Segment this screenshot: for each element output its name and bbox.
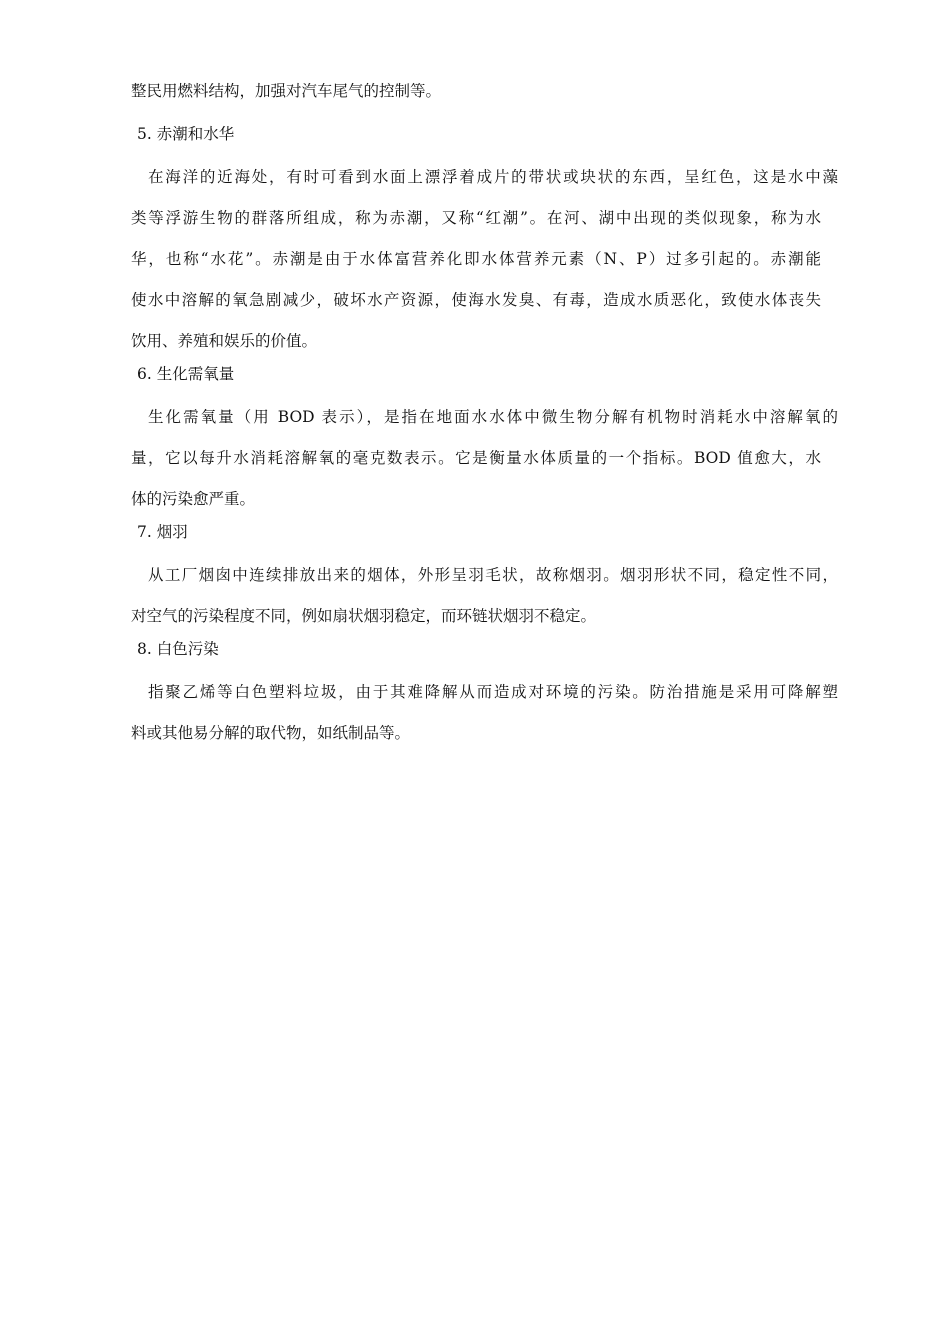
section-heading-plume: 7. 烟羽 — [137, 523, 188, 541]
section-paragraph-plume — [131, 555, 838, 630]
paragraph-line: 指聚乙烯等白色塑料垃圾，由于其难降解从而造成对环境的污染。防治措施是采用可降解塑 — [148, 683, 838, 701]
section-paragraph-red-tide — [131, 157, 838, 355]
section-heading-white-pollution: 8. 白色污染 — [137, 640, 219, 658]
paragraph-line: 类等浮游生物的群落所组成，称为赤潮，又称“红潮”。在河、湖中出现的类似现象，称为水 — [131, 209, 821, 227]
paragraph-line: 饮用、养殖和娱乐的价值。 — [131, 332, 318, 350]
section-heading-red-tide: 5. 赤潮和水华 — [137, 125, 235, 143]
paragraph-line: 量，它以每升水消耗溶解氧的毫克数表示。它是衡量水体质量的一个指标。BOD 值愈大，水 — [131, 449, 821, 467]
section-paragraph-white-pollution — [131, 672, 838, 747]
paragraph-line: 体的污染愈严重。 — [131, 490, 256, 508]
section-paragraph-bod — [131, 397, 838, 513]
document-body — [131, 78, 838, 753]
paragraph-line: 使水中溶解的氧急剧减少，破坏水产资源，使海水发臭、有毒，造成水质恶化，致使水体丧失 — [131, 291, 821, 309]
paragraph-line: 华，也称“水花”。赤潮是由于水体富营养化即水体营养元素（N、P）过多引起的。赤潮能 — [131, 250, 821, 268]
paragraph-line: 料或其他易分解的取代物，如纸制品等。 — [131, 724, 411, 742]
paragraph-line: 从工厂烟囱中连续排放出来的烟体，外形呈羽毛状，故称烟羽。烟羽形状不同，稳定性不同， — [148, 566, 838, 584]
paragraph-line: 对空气的污染程度不同，例如扇状烟羽稳定，而环链状烟羽不稳定。 — [131, 607, 597, 625]
paragraph-line: 在海洋的近海处，有时可看到水面上漂浮着成片的带状或块状的东西，呈红色，这是水中藻 — [148, 168, 838, 186]
section-heading-bod: 6. 生化需氧量 — [137, 365, 235, 383]
intro-line: 整民用燃料结构，加强对汽车尾气的控制等。 — [131, 82, 442, 100]
paragraph-line: 生化需氧量（用 BOD 表示），是指在地面水水体中微生物分解有机物时消耗水中溶解氧的 — [148, 408, 838, 426]
